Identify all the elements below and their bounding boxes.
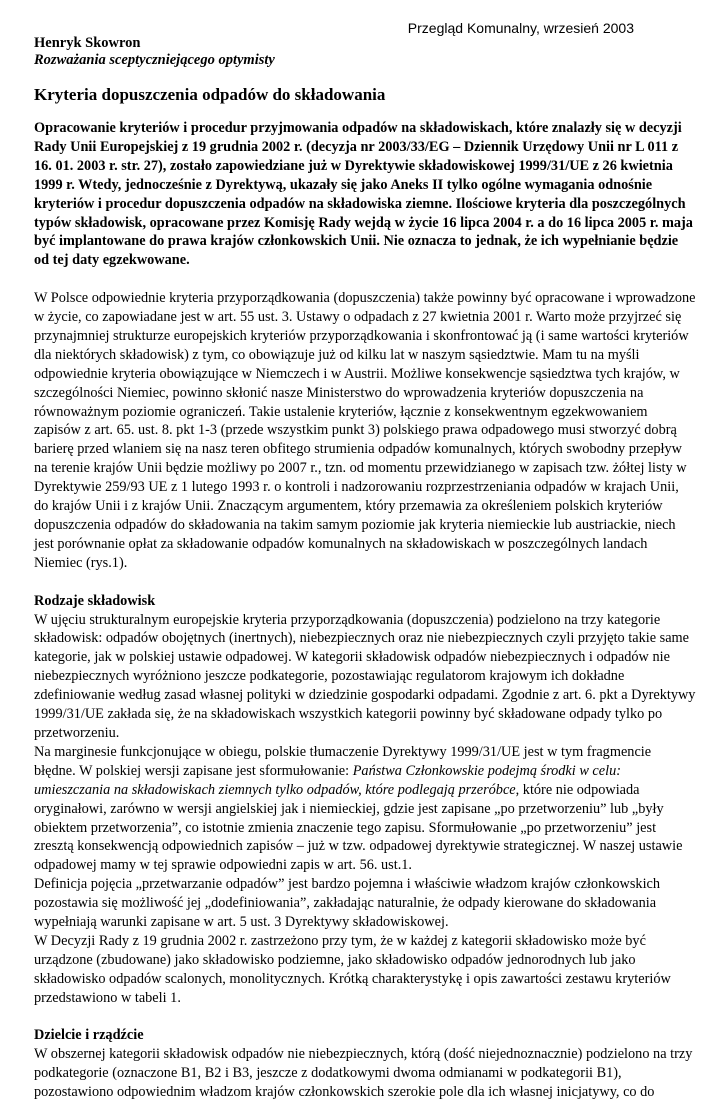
article-body: [34, 119, 696, 1102]
section-heading-rodzaje: Rodzaje składowisk: [34, 592, 156, 609]
section1-paragraph-2: [34, 743, 696, 875]
section1-paragraph-4: W Decyzji Rady z 19 grudnia 2002 r. zastrzeżono przy tym, że w każdej z kategorii składowisko może być urządzone (zbudowane) jako składowisko podziemne, jako składowisko odpadów jednorodnych lub jako składowisko odpadów scalonych, monolitycznych. Krótką charakterystykę i opis zawartości zestawu kryteriów przedstawiono w tabeli 1.: [34, 932, 671, 1006]
section1-paragraph-1: W ujęciu strukturalnym europejskie kryteria przyporządkowania (dopuszczenia) podzielono na trzy kategorie składowisk: odpadów obojętnych (inertnych), niebezpiecznych oraz nie niebezpiecznych czyli przyjęto takie same kategorie, jak w polskiej ustawie odpadowej. W kategorii składowisk odpadów niebezpiecznych i odpadów nie niebezpiecznych wyróżniono jeszcze podkategorie, pozostawiając regulatorom krajowym ich dokładne zdefiniowanie według zasad własnej polityki w dziedzinie gospodarki odpadami. Zgodnie z art. 6. pkt a Dyrektywy 1999/31/UE zakłada się, że na składowiskach wszystkich kategorii powinny być składowane odpady tylko po przetworzeniu.: [34, 611, 696, 741]
article-title: Kryteria dopuszczenia odpadów do składowania: [34, 85, 386, 104]
section-heading-dzielcie: Dzielcie i rządźcie: [34, 1027, 144, 1044]
lead-paragraph: Opracowanie kryteriów i procedur przyjmowania odpadów na składowiskach, które znalazły się w decyzji Rady Unii Europejskiej z 19 grudnia 2002 r. (decyzja nr 2003/33/EG – Dziennik Urzędowy Unii nr L 011 z 16. 01. 2003 r. str. 27), zostało zapowiedziane już w Dyrektywie składowiskowej 1999/31/UE z 26 kwietnia 1999 r. Wtedy, jednocześnie z Dyrektywą, ukazały się jako Aneks II tylko ogólne wymagania odnośnie kryteriów i procedur dopuszczenia odpadów na składowiska ziemne. Ilościowe kryteria dla poszczególnych typów składowisk, opracowane przez Komisję Rady wejdą w życie 16 lipca 2004 r. a do 16 lipca 2005 r. maja być implantowane do prawa krajów członkowskich Unii. Nie oznacza to jednak, że ich wypełnianie będzie od tej daty egzekwowane.: [34, 120, 693, 269]
quoted-translation: Państwa Członkowskie podejmą środki w celu: umieszczania na składowiskach ziemnych tylko odpadów, które podlegają przeróbce: [34, 762, 622, 798]
section1-paragraph-3: Definicja pojęcia „przetwarzanie odpadów” jest bardzo pojemna i właściwie władzom krajów członkowskich pozostawia się możliwość jej „dodefiniowania”, zakładając naturalnie, że odpady kierowane do składowania wypełniają warunki zapisane w art. 5 ust. 3 Dyrektywy składowiskowej.: [34, 876, 661, 931]
column-series-title: Rozważania sceptyczniejącego optymisty: [34, 52, 275, 68]
text-span: , które nie odpowiada oryginałowi, zarówno w wersji angielskiej jak i niemieckiej, gdzie jest zapisane „po przetworzeniu” lub „były obiektem przetworzenia”, co istotnie zmienia znaczenie tego zapisu. Sformułowanie „po przetworzeniu” jest zresztą konsekwencją odpowiednich zapisów – już w tzw. odpadowej dyrektywie strategicznej. W naszej ustawie odpadowej mamy w tej sprawie odpowiedni zapis w art. 56. ust.1.: [34, 781, 683, 874]
author-name: Henryk Skowron: [34, 35, 141, 51]
journal-header: Przegląd Komunalny, wrzesień 2003: [407, 20, 634, 36]
section2-paragraph-1: W obszernej kategorii składowisk odpadów nie niebezpiecznych, którą (dość niejednoznacznie) podzielono na trzy podkategorie (oznaczone B1, B2 i B3, jeszcze z dodatkowymi dwoma odmianami w podkategorii B1), pozostawiono odpowiednim władzom krajów członkowskich szerokie pole dla ich własnej inicjatywy, co do: [34, 1046, 693, 1101]
intro-paragraph: W Polsce odpowiednie kryteria przyporządkowania (dopuszczenia) także powinny być opracowane i wprowadzone w życie, co zapowiadane jest w art. 55 ust. 3. Ustawy o odpadach z 27 kwietnia 2001 r. Warto może przyjrzeć się przynajmniej strukturze europejskich kryteriów przyporządkowania i skonfrontować ją (i same wartości kryteriów dla niektórych składowisk) z tym, co obowiązuje już od kilku lat w naszym sąsiedztwie. Mam tu na myśli odpowiednie kryteria obowiązujące w Niemczech i w Austrii. Możliwe konsekwencje sąsiedztwa tych krajów, w szczególności Niemiec, powinno skłonić nasze Ministerstwo do wprowadzenia kryteriów dopuszczenia na równoważnym poziomie ograniczeń. Takie ustalenie kryteriów, łącznie z konsekwentnym egzekwowaniem zapisów z art. 65. ust. 8. pkt 1-3 (przede wszystkim punkt 3) polskiego prawa odpadowego musi stworzyć dobrą barierę przed wlaniem się na nasz teren obfitego strumienia odpadów komunalnych, których swobodny przepływ na terenie krajów Unii będzie możliwy po 2007 r., tzn. od momentu przewidzianego w zapisach tzw. żółtej listy w Dyrektywie 259/93 UE z 1 lutego 1993 r. o kontroli i nadzorowaniu rozprzestrzeniania odpadów w krajach Unii, do krajów Unii i z krajów Unii. Znaczącym argumentem, który przemawia za określeniem polskich kryteriów dopuszczenia odpadów do składowania na takim samym poziomie jak kryteria niemieckie lub austriackie, niech jest porównanie opłat za składowanie odpadów komunalnych na składowiskach w poszczególnych landach Niemiec (rys.1).: [34, 290, 696, 571]
text-span: Na marginesie funkcjonujące w obiegu, polskie tłumaczenie Dyrektywy 1999/31/UE jest w tym fragmencie błędne. W polskiej wersji zapisane jest sformułowanie:: [34, 743, 652, 779]
